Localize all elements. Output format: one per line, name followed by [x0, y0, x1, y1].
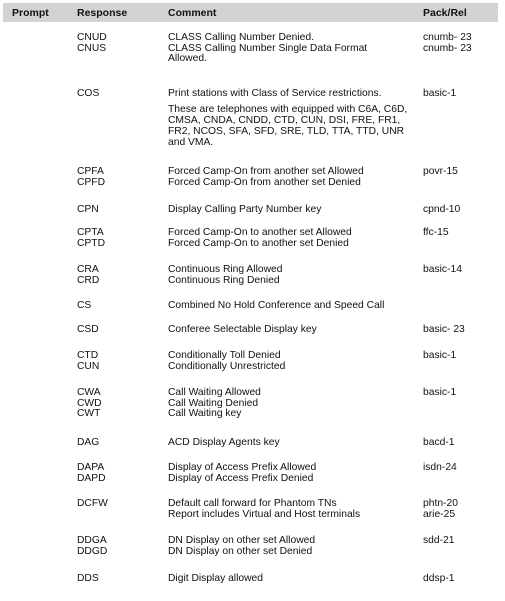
response-cell-line: COS: [77, 88, 100, 99]
pack-rel-cell-line: ddsp-1: [423, 573, 455, 584]
comment-cell-line: Forced Camp-On from another set Allowed: [168, 166, 364, 177]
response-cell-line: CNUS: [77, 42, 107, 54]
header-prompt: Prompt: [12, 7, 49, 19]
comment-cell: [168, 388, 261, 420]
comment-cell: [168, 265, 282, 286]
response-cell: [77, 499, 108, 510]
response-cell-line: CSD: [77, 324, 99, 335]
comment-cell-line: Forced Camp-On to another set Denied: [168, 237, 349, 249]
pack-rel-cell-line: isdn-24: [423, 462, 457, 473]
comment-cell-line: CLASS Calling Number Single Data Format: [168, 42, 368, 54]
pack-rel-cell-line: basic- 23: [423, 324, 465, 335]
comment-cell-line: Continuous Ring Allowed: [168, 264, 283, 275]
pack-rel-cell-line: arie-25: [423, 508, 456, 520]
comment-paragraph: These are telephones with equipped with C6A, C6D, CMSA, CNDA, CNDD, CTD, CUN, DSI, FRE, FR1, FR2, NCOS, SFA, SFD, SRE, TLD, TTA, TTD, UNR and VMA.: [168, 103, 408, 148]
comment-cell-line: Combined No Hold Conference and Speed Call: [168, 300, 385, 311]
comment-cell: [168, 574, 263, 585]
comment-cell: [168, 325, 317, 336]
comment-cell-line: CLASS Calling Number Denied.: [168, 32, 314, 43]
response-cell: [77, 89, 99, 100]
comment-cell-line: Continuous Ring Denied: [168, 274, 280, 286]
pack-rel-cell-line: basic-1: [423, 387, 457, 398]
pack-rel-cell: [423, 438, 454, 449]
comment-cell-line: Display Calling Party Number key: [168, 204, 322, 215]
response-cell: [77, 574, 99, 585]
response-cell-line: CPFA: [77, 166, 104, 177]
pack-rel-cell-line: cnumb- 23: [423, 42, 472, 54]
response-cell: [77, 463, 106, 484]
comment-cell-line: Report includes Virtual and Host terminals: [168, 508, 361, 520]
comment-cell: [168, 463, 316, 484]
comment-cell-line: Conditionally Unrestricted: [168, 360, 286, 372]
response-cell: [77, 33, 107, 54]
comment-cell: [168, 167, 364, 188]
pack-rel-cell-line: povr-15: [423, 166, 458, 177]
comment-cell-line: Allowed.: [168, 53, 207, 65]
response-cell-line: CUN: [77, 360, 100, 372]
pack-rel-cell-line: ffc-15: [423, 227, 449, 238]
comment-cell-line: Digit Display allowed: [168, 573, 263, 584]
table-header: [3, 3, 498, 22]
comment-cell: [168, 301, 384, 312]
comment-cell-line: Forced Camp-On to another set Allowed: [168, 227, 352, 238]
comment-cell: [168, 438, 280, 449]
comment-cell: [168, 228, 352, 249]
comment-cell-line: Call Waiting key: [168, 408, 242, 420]
response-cell-line: CPTA: [77, 227, 104, 238]
pack-rel-cell-line: bacd-1: [423, 437, 455, 448]
response-cell: [77, 205, 99, 216]
comment-cell-line: DN Display on other set Denied: [168, 545, 313, 557]
comment-cell-line: Call Waiting Allowed: [168, 387, 261, 398]
response-cell-line: DAG: [77, 437, 100, 448]
response-cell: [77, 388, 102, 420]
pack-rel-cell: [423, 325, 465, 336]
response-cell-line: DAPD: [77, 472, 106, 484]
pack-rel-cell-line: basic-14: [423, 264, 462, 275]
response-cell: [77, 167, 105, 188]
response-cell-line: CRD: [77, 274, 100, 286]
comment-cell-line: Call Waiting Denied: [168, 397, 259, 409]
response-cell-line: DDS: [77, 573, 99, 584]
pack-rel-cell: [423, 205, 460, 216]
comment-cell-line: Default call forward for Phantom TNs: [168, 498, 337, 509]
response-cell: [77, 301, 91, 312]
comment-cell-line: Display of Access Prefix Allowed: [168, 462, 317, 473]
pack-rel-cell-line: basic-1: [423, 350, 457, 361]
response-cell-line: CNUD: [77, 32, 107, 43]
comment-cell-line: Print stations with Class of Service restrictions.: [168, 88, 382, 99]
response-cell-line: CPN: [77, 204, 99, 215]
comment-cell-line: DN Display on other set Allowed: [168, 535, 316, 546]
header-response: Response: [77, 7, 128, 19]
response-cell-line: DAPA: [77, 462, 105, 473]
pack-rel-cell-line: phtn-20: [423, 498, 458, 509]
comment-cell: [168, 499, 360, 520]
response-cell-line: CPTD: [77, 237, 106, 249]
pack-rel-cell: [423, 388, 456, 399]
response-cell: [77, 228, 105, 249]
comment-cell: [168, 33, 367, 65]
comment-cell-line: Display of Access Prefix Denied: [168, 472, 314, 484]
pack-rel-cell: [423, 351, 456, 362]
response-cell: [77, 265, 99, 286]
pack-rel-cell: [423, 536, 454, 547]
comment-cell: [168, 351, 285, 372]
response-cell: [77, 351, 99, 372]
response-cell-line: CWA: [77, 387, 101, 398]
pack-rel-cell: [423, 265, 462, 276]
response-cell-line: DCFW: [77, 498, 108, 509]
pack-rel-cell: [423, 463, 457, 474]
pack-rel-cell: [423, 89, 456, 100]
response-cell-line: CPFD: [77, 176, 106, 188]
pack-rel-cell-line: cpnd-10: [423, 204, 461, 215]
header-pack-rel: Pack/Rel: [423, 7, 467, 19]
header-comment: Comment: [168, 7, 217, 19]
document-table: [3, 3, 498, 584]
response-cell-line: CS: [77, 300, 92, 311]
comment-cell-line: ACD Display Agents key: [168, 437, 280, 448]
response-cell: [77, 536, 107, 557]
pack-rel-cell-line: basic-1: [423, 88, 457, 99]
pack-rel-cell-line: cnumb- 23: [423, 32, 472, 43]
response-cell: [77, 438, 99, 449]
response-cell-line: CWT: [77, 408, 101, 420]
response-cell: [77, 325, 99, 336]
comment-cell-line: Conferee Selectable Display key: [168, 324, 317, 335]
response-cell-line: DDGD: [77, 545, 108, 557]
response-cell-line: CWD: [77, 397, 102, 409]
pack-rel-cell-line: sdd-21: [423, 535, 455, 546]
comment-cell: [168, 205, 321, 216]
pack-rel-cell: [423, 167, 458, 178]
pack-rel-cell: [423, 499, 458, 520]
comment-cell-line: Forced Camp-On from another set Denied: [168, 176, 361, 188]
pack-rel-cell: [423, 574, 454, 585]
pack-rel-cell: [423, 228, 449, 239]
response-cell-line: DDGA: [77, 535, 107, 546]
comment-cell-line: Conditionally Toll Denied: [168, 350, 281, 361]
comment-cell: [168, 89, 413, 148]
response-cell-line: CTD: [77, 350, 99, 361]
response-cell-line: CRA: [77, 264, 99, 275]
comment-cell: [168, 536, 315, 557]
pack-rel-cell: [423, 33, 472, 54]
